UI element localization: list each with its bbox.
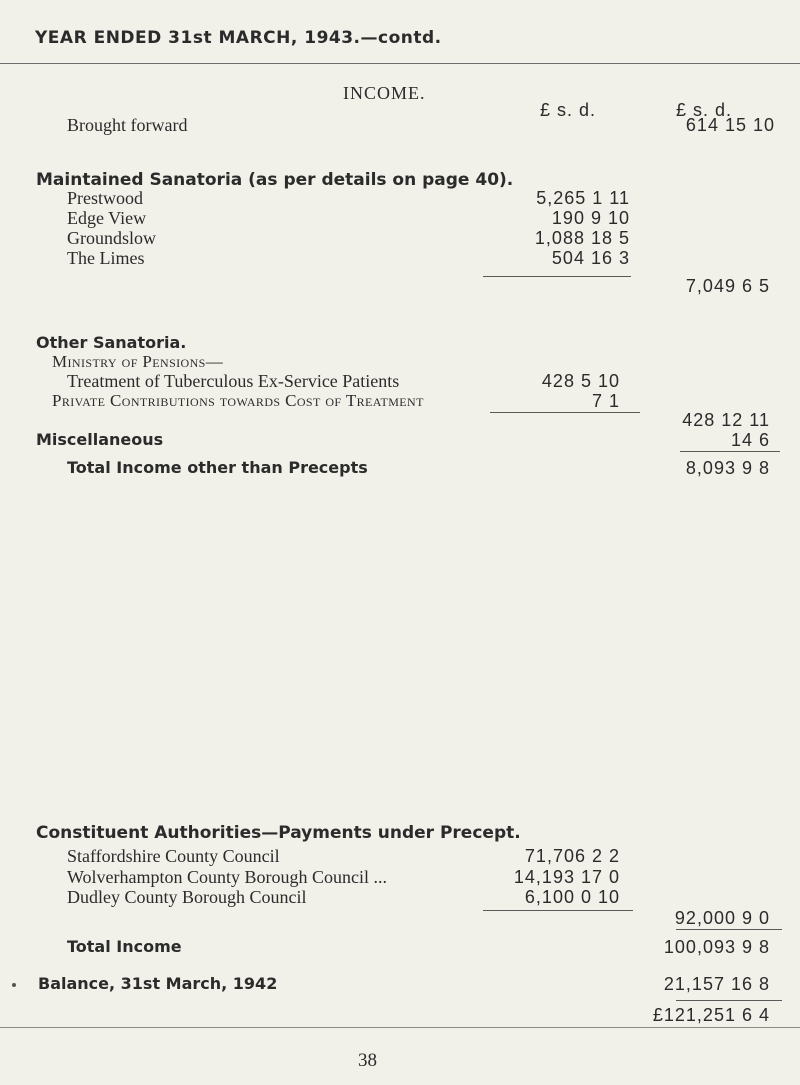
row-label-edge-view: Edge View [67,208,147,228]
page-number: 38 [358,1050,377,1071]
column-header-right: £ s. d. [676,100,733,120]
other-sanatoria-heading: Other Sanatoria. [36,333,187,352]
total-income-label: Total Income [67,937,182,956]
row-label-groundslow: Groundslow [67,228,156,248]
brought-forward-label: Brought forward [67,115,188,135]
row-amount-the-limes: 504 16 3 [551,248,630,268]
grand-total-amount: £121,251 6 4 [652,1005,770,1025]
row-amount-private-contributions: 7 1 [591,391,620,411]
row-label-prestwood: Prestwood [67,188,143,208]
maintained-total: 7,049 6 5 [685,276,770,296]
total-other-than-precepts-label: Total Income other than Precepts [67,458,368,477]
total-other-rule [680,451,780,452]
row-amount-ex-service-treatment: 428 5 10 [541,371,620,391]
page-header: YEAR ENDED 31st MARCH, 1943.—contd. [35,28,442,48]
total-other-than-precepts-amount: 8,093 9 8 [685,458,770,478]
row-amount-wolverhampton: 14,193 17 0 [513,867,620,887]
balance-label: Balance, 31st March, 1942 [38,974,278,993]
balance-amount: 21,157 16 8 [663,974,770,994]
other-sanatoria-total: 428 12 11 [682,410,770,430]
constituent-total: 92,000 9 0 [674,908,770,928]
row-label-the-limes: The Limes [67,248,145,268]
brought-forward-amount: 614 15 10 [685,115,775,135]
row-amount-prestwood: 5,265 1 11 [536,188,630,208]
section-title: INCOME. [343,83,426,103]
row-label-staffordshire: Staffordshire County Council [67,846,280,866]
row-amount-dudley: 6,100 0 10 [524,887,620,907]
miscellaneous-amount: 14 6 [730,430,770,450]
row-amount-staffordshire: 71,706 2 2 [524,846,620,866]
row-label-private-contributions: Private Contributions towards Cost of Treatment [52,391,424,410]
ministry-of-pensions-label: Ministry of Pensions— [52,352,224,371]
grand-total-upper-rule [676,1000,782,1001]
column-header-middle: £ s. d. [540,100,597,120]
row-label-dudley: Dudley County Borough Council [67,887,307,907]
precept-total-rule [676,929,782,930]
total-income-amount: 100,093 9 8 [663,937,770,957]
margin-bullet [12,983,16,987]
other-subtotal-rule [490,412,640,413]
maintained-sanatoria-heading: Maintained Sanatoria (as per details on page 40). [36,170,514,190]
footer-rule [0,1027,800,1028]
maintained-subtotal-rule [483,276,631,277]
row-label-wolverhampton: Wolverhampton County Borough Council ... [67,867,388,887]
header-rule [0,63,800,64]
constituent-authorities-heading: Constituent Authorities—Payments under Precept. [36,823,521,843]
row-amount-edge-view: 190 9 10 [551,208,630,228]
miscellaneous-label: Miscellaneous [36,430,164,449]
row-label-ex-service-treatment: Treatment of Tuberculous Ex-Service Patients [67,371,400,391]
constituent-subtotal-rule [483,910,633,911]
row-amount-groundslow: 1,088 18 5 [534,228,630,248]
